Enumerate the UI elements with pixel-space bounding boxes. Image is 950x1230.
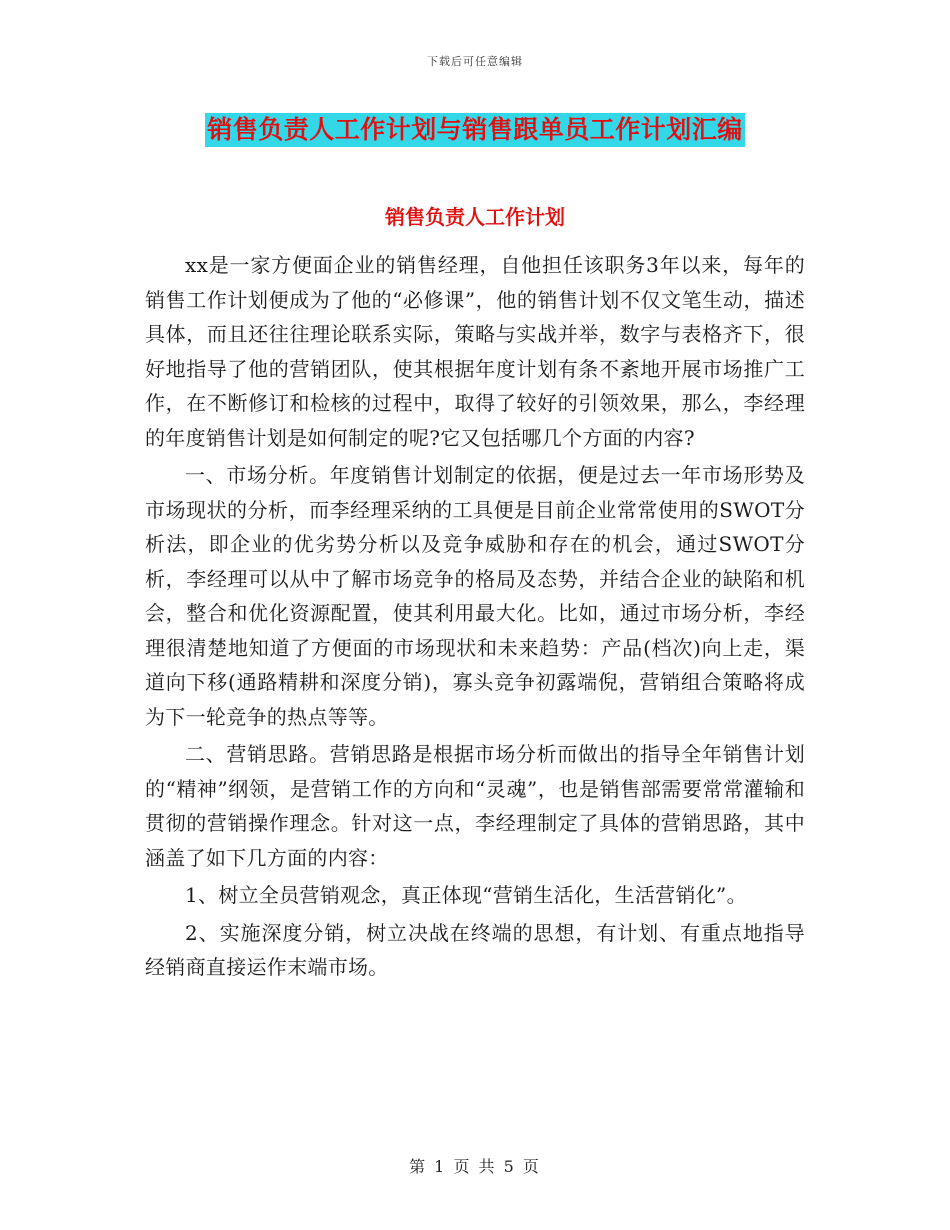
document-title: 销售负责人工作计划与销售跟单员工作计划汇编 — [205, 113, 745, 147]
section-title: 销售负责人工作计划 — [385, 205, 565, 229]
paragraph-market-analysis: 一、市场分析。年度销售计划制定的依据，便是过去一年市场形势及市场现状的分析，而李经理采纳的工具便是目前企业常常使用的SWOT分析法，即企业的优劣势分析以及竞争威胁和存在的机会，通过SWOT分析，李经理可以从中了解市场竞争的格局及态势，并结合企业的缺陷和机会，整合和优化资源配置，使其利用最大化。比如，通过市场分析，李经理很清楚地知道了方便面的市场现状和未来趋势：产品(档次)向上走，渠道向下移(通路精耕和深度分销)，寡头竞争初露端倪，营销组合策略将成为下一轮竞争的热点等等。 — [145, 463, 805, 729]
document-body — [145, 248, 805, 988]
header-note: 下载后可任意编辑 — [427, 55, 523, 68]
main-title-container — [0, 113, 950, 147]
page-number: 第 1 页 共 5 页 — [409, 1157, 541, 1176]
paragraph-point-1: 1、树立全员营销观念，真正体现“营销生活化，生活营销化”。 — [185, 883, 747, 907]
paragraph-marketing-ideas: 二、营销思路。营销思路是根据市场分析而做出的指导全年销售计划的“精神”纲领，是营销工作的方向和“灵魂”，也是销售部需要常常灌输和贯彻的营销操作理念。针对这一点，李经理制定了具体的营销思路，其中涵盖了如下几方面的内容： — [145, 742, 805, 870]
paragraph-intro: xx是一家方便面企业的销售经理，自他担任该职务3年以来，每年的销售工作计划便成为了他的“必修课”，他的销售计划不仅文笔生动，描述具体，而且还往往理论联系实际，策略与实战并举，数字与表格齐下，很好地指导了他的营销团队，使其根据年度计划有条不紊地开展市场推广工作，在不断修订和检核的过程中，取得了较好的引领效果，那么，李经理的年度销售计划是如何制定的呢?它又包括哪几个方面的内容? — [145, 253, 805, 450]
paragraph-point-2: 2、实施深度分销，树立决战在终端的思想，有计划、有重点地指导经销商直接运作末端市场。 — [145, 920, 805, 979]
